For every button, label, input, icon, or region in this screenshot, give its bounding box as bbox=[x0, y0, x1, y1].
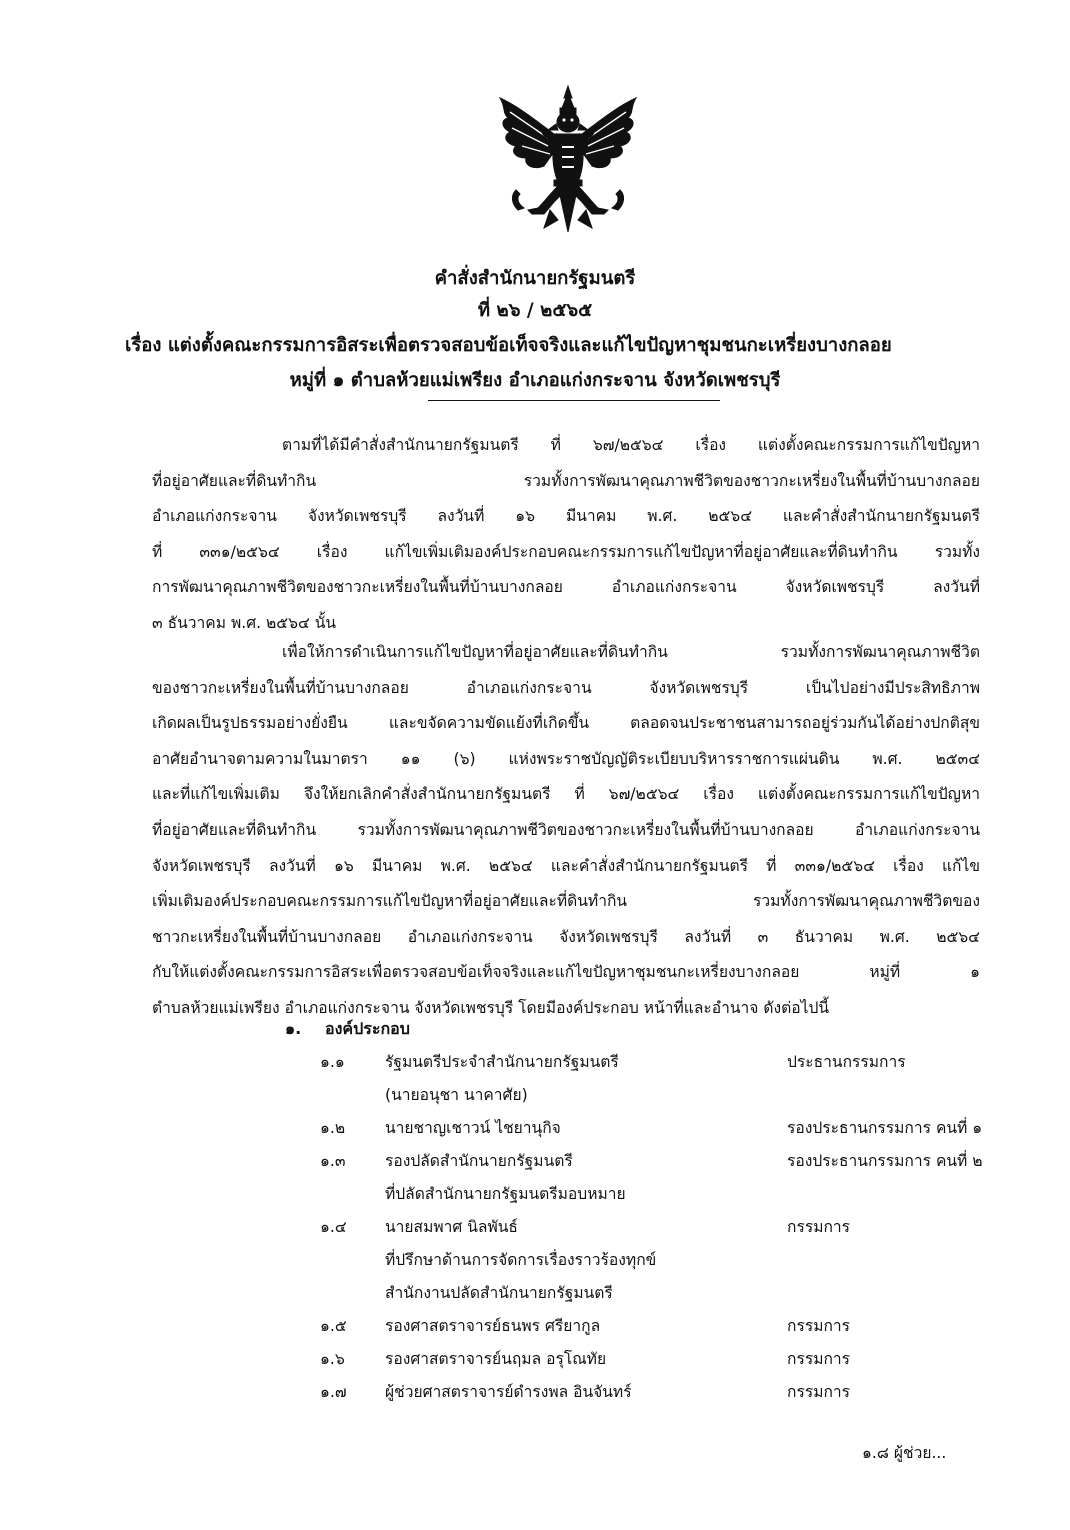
member-name bbox=[385, 1376, 775, 1409]
member-number: ๑.๖ bbox=[320, 1350, 345, 1368]
order-number: ที่ ๒๖ / ๒๕๖๕ bbox=[477, 300, 593, 321]
member-name-line: นายสมพาศ นิลพันธ์ bbox=[385, 1218, 518, 1236]
member-number: ๑.๑ bbox=[320, 1053, 345, 1071]
member-role: รองประธานกรรมการ คนที่ ๒ bbox=[787, 1152, 983, 1170]
garuda-emblem-icon bbox=[488, 82, 648, 242]
paragraph-1 bbox=[152, 428, 980, 642]
paragraph-2-line: เกิดผลเป็นรูปธรรมอย่างยั่งยืน และขจัดความขัดแย้งที่เกิดขึ้น ตลอดจนประชาชนสามารถอยู่ร่วมกันได้อย่างปกติสุข bbox=[152, 714, 980, 733]
paragraph-2-line: อาศัยอำนาจตามความในมาตรา ๑๑ (๖) แห่งพระราชบัญญัติระเบียบบริหารราชการแผ่นดิน พ.ศ. ๒๕๓๔ bbox=[152, 749, 980, 768]
member-number: ๑.๔ bbox=[320, 1218, 347, 1236]
member-name-line: สำนักงานปลัดสำนักนายกรัฐมนตรี bbox=[385, 1284, 613, 1302]
member-role: กรรมการ bbox=[787, 1317, 851, 1335]
member-role: กรรมการ bbox=[787, 1383, 851, 1401]
order-subject-line-2: หมู่ที่ ๑ ตำบลห้วยแม่เพรียง อำเภอแก่งกระจาน จังหวัดเพชรบุรี bbox=[289, 370, 781, 391]
member-role: กรรมการ bbox=[787, 1218, 851, 1236]
member-role: กรรมการ bbox=[787, 1350, 851, 1368]
paragraph-2-line: กับให้แต่งตั้งคณะกรรมการอิสระเพื่อตรวจสอบข้อเท็จจริงและแก้ไขปัญหาชุมชนกะเหรี่ยงบางกลอย หมู่ที่ ๑ bbox=[152, 963, 980, 982]
paragraph-2-line: เพิ่มเติมองค์ประกอบคณะกรรมการแก้ไขปัญหาที่อยู่อาศัยและที่ดินทำกิน รวมทั้งการพัฒนาคุณภาพชีวิตของ bbox=[152, 892, 980, 911]
paragraph-2-line: ชาวกะเหรี่ยงในพื้นที่บ้านบางกลอย อำเภอแก่งกระจาน จังหวัดเพชรบุรี ลงวันที่ ๓ ธันวาคม พ.ศ. ๒๕๖๔ bbox=[152, 927, 980, 946]
member-name-line: รองศาสตราจารย์นฤมล อรุโณทัย bbox=[385, 1350, 607, 1368]
paragraph-2-line: จังหวัดเพชรบุรี ลงวันที่ ๑๖ มีนาคม พ.ศ. ๒๕๖๔ และคำสั่งสำนักนายกรัฐมนตรี ที่ ๓๓๑/๒๕๖๔ เรื่อง แก้ไข bbox=[152, 856, 980, 875]
member-name bbox=[385, 1211, 775, 1310]
paragraph-2-line: เพื่อให้การดำเนินการแก้ไขปัญหาที่อยู่อาศัยและที่ดินทำกิน รวมทั้งการพัฒนาคุณภาพชีวิต bbox=[282, 643, 980, 661]
member-name bbox=[385, 1343, 775, 1376]
member-name-line: รัฐมนตรีประจำสำนักนายกรัฐมนตรี bbox=[385, 1053, 619, 1071]
member-name-line: นายชาญเชาวน์ ไชยานุกิจ bbox=[385, 1119, 561, 1137]
member-name-line: ที่ปรึกษาด้านการจัดการเรื่องราวร้องทุกข์ bbox=[385, 1251, 657, 1269]
member-name-line: ผู้ช่วยศาสตราจารย์ดำรงพล อินจันทร์ bbox=[385, 1383, 632, 1401]
member-name bbox=[385, 1145, 775, 1211]
section-number: ๑. bbox=[285, 1019, 302, 1038]
member-name-line: รองศาสตราจารย์ธนพร ศรียากูล bbox=[385, 1317, 601, 1335]
member-role: ประธานกรรมการ bbox=[787, 1053, 906, 1071]
paragraph-2 bbox=[152, 635, 980, 1027]
member-number: ๑.๒ bbox=[320, 1119, 346, 1137]
member-name-line: รองปลัดสำนักนายกรัฐมนตรี bbox=[385, 1152, 573, 1170]
paragraph-1-line: ที่อยู่อาศัยและที่ดินทำกิน รวมทั้งการพัฒนาคุณภาพชีวิตของชาวกะเหรี่ยงในพื้นที่บ้านบางกลอย bbox=[152, 471, 980, 490]
paragraph-1-line: ตามที่ได้มีคำสั่งสำนักนายกรัฐมนตรี ที่ ๖๗/๒๕๖๔ เรื่อง แต่งตั้งคณะกรรมการแก้ไขปัญหา bbox=[282, 436, 980, 454]
heading-divider bbox=[428, 400, 720, 401]
section-composition-heading bbox=[285, 1016, 410, 1042]
member-number: ๑.๗ bbox=[320, 1383, 347, 1401]
member-name bbox=[385, 1112, 775, 1145]
member-name bbox=[385, 1310, 775, 1343]
member-name-line: (นายอนุชา นาคาศัย) bbox=[385, 1086, 528, 1104]
paragraph-1-line: ๓ ธันวาคม พ.ศ. ๒๕๖๔ นั้น bbox=[152, 613, 337, 632]
continuation-note: ๑.๘ ผู้ช่วย... bbox=[862, 1444, 947, 1462]
member-role: รองประธานกรรมการ คนที่ ๑ bbox=[787, 1119, 983, 1137]
paragraph-2-line: และที่แก้ไขเพิ่มเติม จึงให้ยกเลิกคำสั่งสำนักนายกรัฐมนตรี ที่ ๖๗/๒๕๖๔ เรื่อง แต่งตั้งคณะกรรมการแก้ไขปัญหา bbox=[152, 785, 980, 804]
order-subject-line-1: เรื่อง แต่งตั้งคณะกรรมการอิสระเพื่อตรวจสอบข้อเท็จจริงและแก้ไขปัญหาชุมชนกะเหรี่ยงบางกลอย bbox=[125, 335, 892, 356]
paragraph-2-line: ที่อยู่อาศัยและที่ดินทำกิน รวมทั้งการพัฒนาคุณภาพชีวิตของชาวกะเหรี่ยงในพื้นที่บ้านบางกลอย อำเภอแก่งกระจาน bbox=[152, 820, 980, 839]
paragraph-1-line: อำเภอแก่งกระจาน จังหวัดเพชรบุรี ลงวันที่ ๑๖ มีนาคม พ.ศ. ๒๕๖๔ และคำสั่งสำนักนายกรัฐมนตรี bbox=[152, 507, 980, 526]
paragraph-2-line: ตำบลห้วยแม่เพรียง อำเภอแก่งกระจาน จังหวัดเพชรบุรี โดยมีองค์ประกอบ หน้าที่และอำนาจ ดังต่อไปนี้ bbox=[152, 998, 830, 1017]
member-name-line: ที่ปลัดสำนักนายกรัฐมนตรีมอบหมาย bbox=[385, 1185, 626, 1203]
member-number: ๑.๕ bbox=[320, 1317, 347, 1335]
paragraph-1-line: การพัฒนาคุณภาพชีวิตของชาวกะเหรี่ยงในพื้นที่บ้านบางกลอย อำเภอแก่งกระจาน จังหวัดเพชรบุรี ลงวันที่ bbox=[152, 578, 980, 597]
paragraph-2-line: ของชาวกะเหรี่ยงในพื้นที่บ้านบางกลอย อำเภอแก่งกระจาน จังหวัดเพชรบุรี เป็นไปอย่างมีประสิทธิภาพ bbox=[152, 678, 980, 697]
member-number: ๑.๓ bbox=[320, 1152, 346, 1170]
order-title: คำสั่งสำนักนายกรัฐมนตรี bbox=[434, 268, 636, 289]
member-name bbox=[385, 1046, 775, 1112]
paragraph-1-line: ที่ ๓๓๑/๒๕๖๔ เรื่อง แก้ไขเพิ่มเติมองค์ประกอบคณะกรรมการแก้ไขปัญหาที่อยู่อาศัยและที่ดินทำกิน รวมทั้ง bbox=[152, 542, 980, 561]
section-title: องค์ประกอบ bbox=[325, 1019, 410, 1038]
